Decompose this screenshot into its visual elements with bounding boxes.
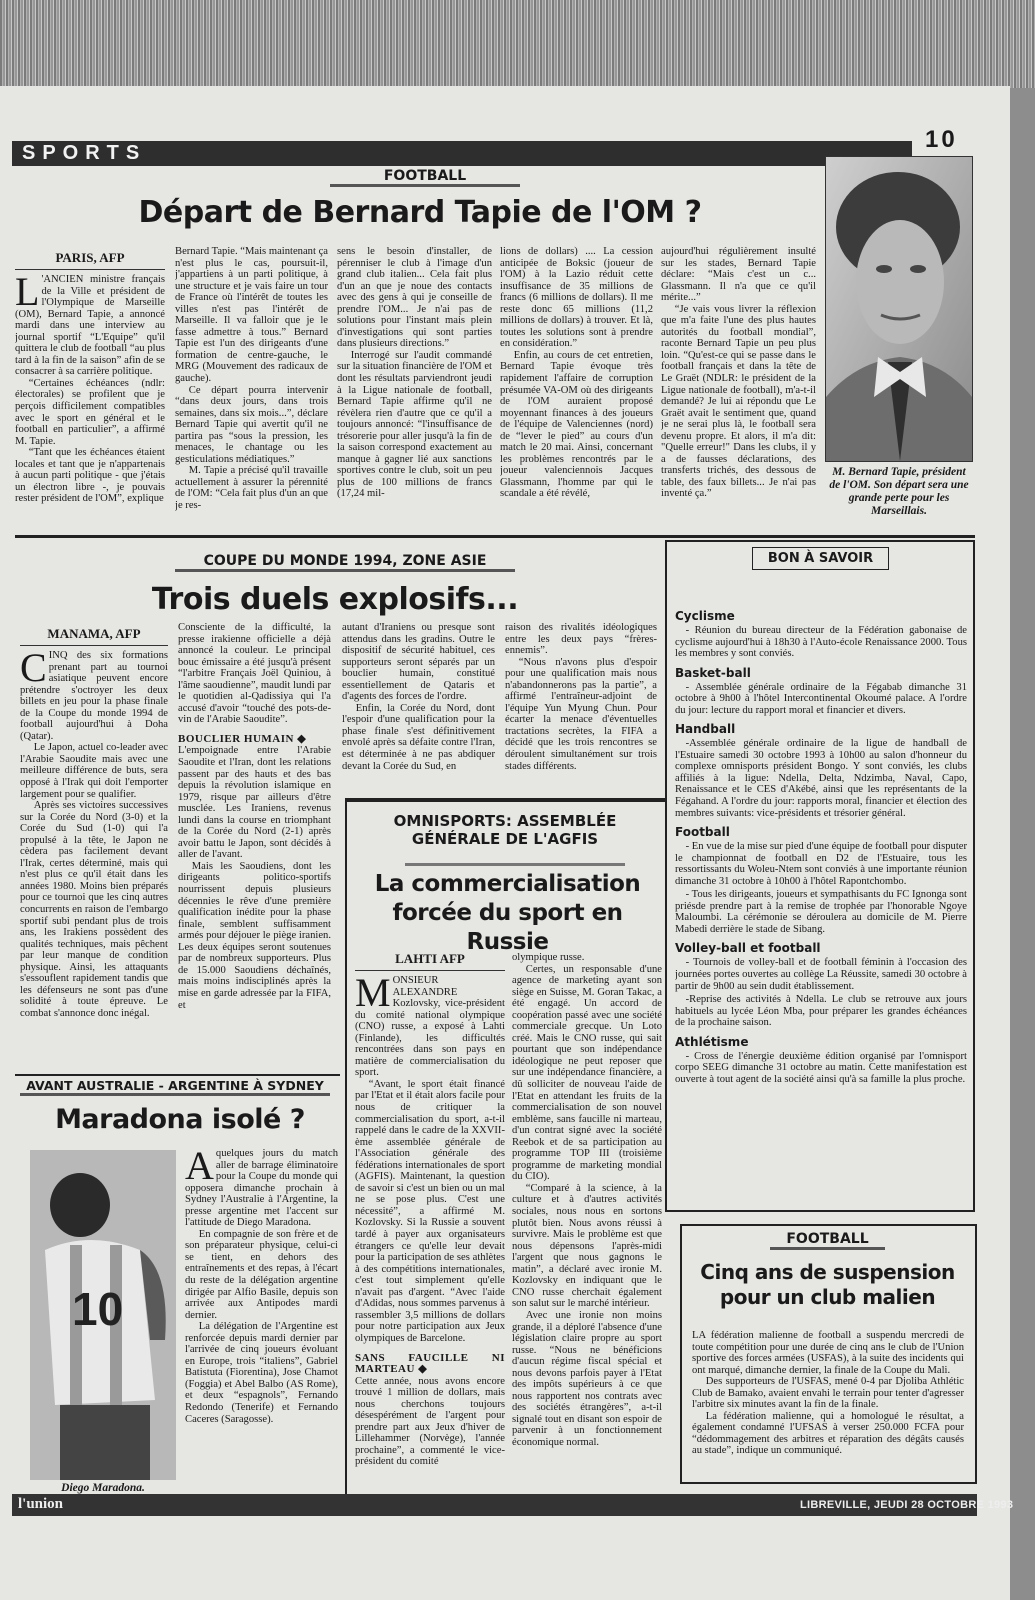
bon-a-savoir-content — [675, 603, 967, 1203]
coupe-headline: Trois duels explosifs... — [151, 582, 519, 617]
notice-heading: Football — [675, 825, 730, 840]
tapie-column-3 — [337, 246, 492, 552]
agfis-kicker-line-2: GÉNÉRALE DE L'AGFIS — [411, 830, 599, 848]
notice-text: - En vue de la mise sur pied d'une équipe de football pour disputer le championnat de football en D2 de l'Estuaire, tous les ressortissants du Woleu-Ntem sont conviés à une importante réunion dimanche 31 octobre à 10h00 à l'hôtel Rapontchombo. — [675, 841, 967, 887]
paragraph: Ce départ pourra intervenir “dans deux jours, dans trois semaines, dans six mois...”, déclare Bernard Tapie qui avertit qu'il ne partira pas “sous la pression, les menaces, le chantage ou les gesticulations médiatiques.” — [175, 384, 328, 465]
paragraph-text: Cette année, nous avons encore trouvé 1 million de dollars, mais nous cherchons toujours désespérément de l'argent pour prendre part aux Jeux d'hiver de Lillehammer (Norvège), l'année prochaine”, a commenté le vice-président du comité — [355, 1375, 505, 1468]
paragraph: Enfin, la Corée du Nord, dont l'espoir d'une qualification pour la phase finale s'est définitivement envolé après sa défaite contre l'Iran, est déterminée à ne pas abdiquer devant la Corée du Sud, en — [342, 702, 495, 772]
notice-text: -Reprise des activités à Ndella. Le club se retrouve aux jours habituels au lycée Léon Mba, pour préparer les grandes échéances de la prochaine saison. — [675, 994, 967, 1029]
drop-cap: M — [355, 975, 391, 1015]
agfis-column-1 — [355, 975, 505, 1493]
paragraph: autant d'Iraniens ou presque sont attendus dans les gradins. Outre le dispositif de sécurité habituel, ces supporteurs seront séparés par un bouclier humain, constitué essentiellement de Qataris et d'agents des forces de l'ordre. — [342, 622, 495, 703]
paragraph: M. Tapie a précisé qu'il travaille actuellement à assurer la pérennité de l'OM: “Cela fait plus d'un an que je res- — [175, 465, 328, 512]
notice-heading: Handball — [675, 722, 736, 737]
coupe-kicker: COUPE DU MONDE 1994, ZONE ASIE — [175, 553, 515, 572]
tapie-column-5 — [661, 246, 816, 552]
agfis-kicker-line-1: OMNISPORTS: ASSEMBLÉE — [393, 812, 617, 830]
drop-cap: L — [15, 274, 40, 314]
scan-background — [0, 0, 1035, 88]
paragraph — [355, 975, 505, 1079]
subheading: SANS FAUCILLE NI MARTEAU ◆ — [355, 1351, 505, 1376]
paragraph: raison des rivalités idéologiques entre les deux pays “frères-ennemis”. — [505, 622, 657, 657]
tapie-kicker: FOOTBALL — [330, 168, 520, 187]
agfis-dateline: LAHTI AFP — [355, 951, 505, 971]
mali-column — [692, 1330, 964, 1475]
tapie-photo — [825, 156, 973, 462]
paragraph: La fédération malienne, qui a homologué le résultat, a également condamné l'UFSAS à verser 250.000 FCFA pour “dédommagement des arbitres et réparation des dégâts causés au stade”, indique un communiqué. — [692, 1410, 964, 1457]
paragraph-text: INQ des six formations prenant part au tournoi asiatique peuvent encore prétendre s'octroyer les deux billets en jeu pour la phase finale de la Coupe du monde 1994 de football aujourd'hui à Doha (Qatar). — [20, 650, 168, 742]
section-bar — [12, 141, 912, 166]
agfis-kicker — [350, 812, 660, 848]
maradona-headline: Maradona isolé ? — [55, 1104, 305, 1135]
agfis-column-2 — [512, 952, 662, 1493]
paragraph: En compagnie de son frère et de son préparateur physique, celui-ci se tient, en dehors des entraînements et des repas, à l'écart du reste de la délégation argentine dirigée par Alfio Basile, depuis son arrivée aux Antipodes mardi dernier. — [185, 1228, 338, 1321]
paragraph: Interrogé sur l'audit commandé sur la situation financière de l'OM et dont les résultats parviendront jeudi à la Ligue nationale de football, Bernard Tapie affirme qu'il ne révèlera rien d'autre que ce qu'il a toujours annoncé: “l'insuffisance de trésorerie pour aller jusqu'à la fin de la saison correspond exactement au manque à gagner lié aux sanctions sportives contre le club, soit un peu plus de 100 millions de francs (17,24 mil- — [337, 349, 492, 500]
paragraph: olympique russe. — [512, 952, 585, 963]
tapie-photo-caption: M. Bernard Tapie, président de l'OM. Son départ sera une grande perte pour les Marseillais. — [829, 466, 969, 517]
paragraph: “Nous n'avons plus d'espoir pour une qualification mais nous n'abandonnerons pas la partie”, a affirmé l'entraîneur-adjoint de l'équipe Yun Myung Chun. Pour écarter la menace d'éventuelles tractations secrètes, la FIFA a décidé que les trois rencontres se déroulent simultanément sur trois stades différents. — [505, 656, 657, 772]
notice-heading: Basket-ball — [675, 665, 751, 680]
notice-text: -Assemblée générale ordinaire de la ligue de handball de l'Estuaire samedi 30 octobre 1993 à 10h00 au salon d'honneur du complexe omnisports président Bongo. Y sont conviés, les clubs affiliés à la ligue: Ndella, Delta, Ndzimba, Naval, Capo, Renaissance et le CES d'Akébé, ainsi que les représentants de la Fégahand. A l'ordre du jour: rapports moral, financier et élection des membres suivants: vice-présidents et trésorier général. — [675, 738, 967, 819]
paragraph: Le Japon, actuel co-leader avec l'Arabie Saoudite mais avec une meilleure différence de buts, sera opposé à l'Irak qui doit l'emporter largement pour se qualifier. — [20, 742, 168, 800]
drop-cap: A — [185, 1148, 214, 1188]
maradona-kicker: AVANT AUSTRALIE - ARGENTINE À SYDNEY — [20, 1078, 330, 1096]
maradona-photo-caption: Diego Maradona. — [61, 1482, 145, 1494]
notice-heading: Volley-ball et football — [675, 941, 821, 956]
section-title: SPORTS — [22, 142, 147, 164]
maradona-photo — [30, 1150, 176, 1480]
paragraph — [20, 650, 168, 742]
paragraph — [15, 274, 165, 378]
coupe-column-1 — [20, 650, 168, 1070]
mali-kicker: FOOTBALL — [770, 1231, 885, 1250]
paragraph: “Avant, le sport était financé par l'Etat et il était alors facile pour nous de critiquer la commercialisation du sport, a-t-il rappelé dans le cadre de la XXVII-ème assemblée générale de l'Association générale des fédérations internationales de sport (AGFIS). Maintenant, la question de savoir si c'est un bien ou un mal ne se pose plus. C'est une nécessité”, a affirmé M. Kozlovsky. Si la Russie a souvent tardé à payer aux organisateurs étrangers ce qu'elle leur devait pour la participation de ses athlètes à des compétitions internationales, c'est tout simplement qu'elle n'avait pas d'argent. “Avec l'aide d'Adidas, nous sommes parvenus à rassembler 3,5 millions de dollars pour notre participation aux Jeux olympiques de Barcelone. — [355, 1078, 505, 1344]
notice-heading: Cyclisme — [675, 609, 735, 623]
paragraph: Bernard Tapie. “Mais maintenant ça n'est plus le cas, poursuit-il, j'appartiens à un parti politique, à une structure et je vais faire un tour de France où l'intérêt de toutes les villes n'est pas l'intérêt de Marseille. Il va falloir que je le fasse admettre à tous.” Bernard Tapie est l'un des dirigeants d'une formation de centre-gauche, le MRG (Mouvement des radicaux de gauche). — [175, 246, 328, 385]
tapie-column-4 — [500, 246, 653, 552]
tapie-column-2 — [175, 246, 328, 552]
paragraph: Avec une ironie non moins grande, il a déploré l'absence d'une législation claire propre au sport russe. “Nous ne bénéficions d'aucun régime fiscal spécial et nous devons parfois payer à l'Etat des impôts supérieurs à ce que nous rapportent nos contrats avec des sociétés étrangères”, a-t-il signalé tout en disant son espoir de parvenir à un fonctionnement économique normal. — [512, 1309, 662, 1448]
coupe-dateline: MANAMA, AFP — [20, 626, 168, 646]
tapie-dateline: PARIS, AFP — [15, 250, 165, 270]
notice-text: - Réunion du bureau directeur de la Fédération gabonaise de cyclisme aujourd'hui à 18h30 à l'Auto-école Renaissance 2000. Tous les membres y sont conviés. — [675, 625, 967, 660]
paragraph: “Certaines échéances (ndlr: électorales) se profilent que je perçois difficilement compatibles avec le sport en général et le football en particulier”, a affirmé M. Tapie. — [15, 377, 165, 447]
paragraph: Certes, un responsable d'une agence de marketing ayant son siège en Suisse, M. Goran Takac, a été engagé. Un accord de coopération passé avec une société commerciale grecque. Un Loto créé. Mais le CNO russe, qui sait pourtant que son indépendance idéologique ne peut reposer que sur une indépendance financière, a dû solliciter de nouveau l'aide de l'Etat en attendant les fruits de la commercialisation de son nouvel emblème, sans faucille ni marteau, d'un contrat signé avec la société Reebok et de sa participation au programme TOP III (troisième programme de marketing mondial du CIO). — [512, 963, 662, 1183]
paragraph: “Tant que les échéances étaient locales et tant que je n'appartenais à aucun parti politique - que j'étais un électron libre -, je pouvais rester président de l'OM”, explique — [15, 447, 165, 505]
paragraph-text: ONSIEUR ALEXANDRE Kozlovsky, vice-président du comité national olympique (CNO) russe, a exposé à Lahti (Finlande), les difficultés rencontrées dans son pays en matière de commercialisation du sport. — [355, 975, 505, 1079]
paragraph — [355, 1353, 505, 1468]
footer-dateline: LIBREVILLE, JEUDI 28 OCTOBRE 1993 — [800, 1499, 1014, 1511]
agfis-kicker-underline — [405, 863, 625, 866]
paragraph: “Je vais vous livrer la réflexion que m'a faite l'une des plus hautes autorités du football mondial”, raconte Bernard Tapie un peu plus loin. “Qu'est-ce qui se passe dans le football français et dans la tête de Le Graët (NDLR: le président de la Ligue nationale de football), m'a-t-il demandé? Je lui ai répondu que Le Graët avait le sentiment que, quand je ne serai plus là, le football sera devenu propre. Et alors, il m'a dit: "Quelle erreur!" Dans les clubs, il y a de fausses déclarations, des transferts trichés, des dessous de table, des faux billets... Je n'ai pas inventé ça.” — [661, 303, 816, 500]
paragraph-text: L'empoignade entre l'Arabie Saoudite et l'Iran, dont les relations passent par des hauts et des bas depuis la révolution islamique en 1979, risque par ailleurs d'être musclée. Les Iraniens, revenus lundi dans la course en triomphant de la Corée du Nord (2-1) après avoir battu le Japon, sont décidés à aller de l'avant. — [178, 745, 331, 861]
mali-headline: Cinq ans de suspension pour un club malien — [700, 1260, 955, 1309]
masthead: l'union — [18, 1496, 64, 1512]
paragraph: Enfin, au cours de cet entretien, Bernard Tapie évoque très rapidement l'affaire de corruption présumée VA-OM où des dirigeants de l'OM auraient proposé moyennant finances à des joueurs de l'équipe de Valenciennes (nord) de “lever le pied” au cours d'un match le 20 mai. Ainsi, concernant les problèmes rencontrés par le joueur valenciennois Jacques Glassmann, l'homme par qui le scandale a été révélé, — [500, 349, 653, 500]
paragraph: Mais les Saoudiens, dont les dirigeants politico-sportifs nourrissent depuis plusieurs décennies le rêve d'une première qualification inédite pour la phase finale, semblent suffisamment armés pour déjouer le piège iranien. Les deux équipes seront soutenues par de nombreux supporteurs. Plus de 15.000 Saoudiens déchaînés, mais moins indisciplinés après la mise en garde adressée par la FIFA, et — [178, 860, 331, 1011]
paragraph: “Comparé à la science, à la culture et à d'autres activités sociales, nous nous en sortons plutôt bien. Nous avons réussi à survivre. Mais le problème est que nous dépensons l'après-midi l'argent que nous gagnons le matin”, a déclaré avec ironie M. Kozlovsky en indiquant que le CNO russe cherchait également son salut sur le marché intérieur. — [512, 1182, 662, 1310]
notice-text: - Tournois de volley-ball et de football féminin à l'occasion des journées portes ouvertes au collège La Réussite, samedi 30 octobre à partir de 9h00 au sein dudit établissement. — [675, 957, 967, 992]
coupe-column-3 — [342, 622, 495, 798]
paragraph: sens le besoin d'installer, de pérenniser le club à l'image d'un grand club italien... Cela fait plus d'un an que je noue des contacts avec des gens à qui je conseille de prendre l'OM... Je n'ai pas de solutions pour l'instant mais plein d'investigations qui sont parties dans plusieurs directions.” — [337, 246, 492, 350]
bon-a-savoir-title: BON À SAVOIR — [752, 547, 889, 570]
paragraph-text: 'ANCIEN ministre français de la Ville et président de l'Olympique de Marseille (OM), Bernard Tapie, a annoncé mardi dans une interview au journal sportif “L'Equipe” qu'il quittera le club de football “au plus tard à la fin de la saison” afin de se consacrer à sa carrière politique. — [15, 274, 165, 378]
paragraph — [178, 734, 331, 861]
paragraph-text: quelques jours du match aller de barrage éliminatoire pour la Coupe du monde qui opposera dimanche prochain à Sydney l'Australie à l'Argentine, la presse argentine met l'accent sur l'attitude de Diego Maradona. — [185, 1148, 338, 1229]
paragraph: Des supporteurs de l'USFAS, mené 0-4 par Djoliba Athlétic Club de Bamako, avaient envahi le terrain pour tenter d'agresser l'arbitre six minutes avant la fin de la finale. — [692, 1376, 964, 1411]
coupe-column-2 — [178, 622, 331, 1070]
jersey-number: 10 — [72, 1283, 124, 1335]
paragraph: La délégation de l'Argentine est renforcée depuis mardi dernier par l'arrivée de cinq joueurs évoluant en Europe, trois “italiens”, Gabriel Batistuta (Fiorentina), Jose Chamot (Foggia) et Abel Balbo (AS Rome), et deux “espagnols”, Fernando Redondo (Tenerife) et Fernando Caceres (Saragosse). — [185, 1321, 338, 1425]
notice-text: - Assemblée générale ordinaire de la Fégabab dimanche 31 octobre à 9h00 à l'hôtel Intercontinental Okoumé palace. A l'ordre du jour: lecture du rapport moral et financier et divers. — [675, 681, 967, 716]
paragraph — [185, 1148, 338, 1229]
drop-cap: C — [20, 650, 47, 690]
paragraph: LA fédération malienne de football a suspendu mercredi de toute compétition pour une durée de cinq ans le club de l'Union sportive des forces armées (USFAS), à la suite des incidents qui ont marqué, dimanche dernier, la finale de la Coupe du Mali. — [692, 1330, 964, 1376]
coupe-column-4 — [505, 622, 657, 798]
agfis-headline: La commercialisation forcée du sport en Russie — [374, 871, 641, 955]
section-divider — [15, 535, 975, 538]
paragraph: aujourd'hui régulièrement insulté sur les stades, Bernard Tapie déclare: “Mais c'est un c... Glassmann. Il n'a que ce qu'il mérite...” — [661, 246, 816, 304]
notice-text: - Cross de l'énergie deuxième édition organisé par l'omnisport corpo SEEG dimanche 31 octobre au matin. Cette manifestation est ouverte à tout agent de la société ainsi qu'à sa famille la plus proche. — [675, 1050, 967, 1085]
paragraph: Après ses victoires successives sur la Corée du Nord (3-0) et la Corée du Sud (1-0) qui l'a propulsé à la tête, le Japon ne cèdera pas facilement devant l'Irak, certes déterminé, mais qui n'est plus ce qu'il était dans les années 1980. Moins bien préparés pour ce tournoi que les cinq autres concurrents en raison de l'embargo sportif subi pendant plus de trois ans, les Irakiens possèdent des qualités techniques, mais pêchent par leur manque de condition physique. Ainsi, les attaquants s'essouflent rapidement tandis que les défenseurs ne sont pas d'une solidité à toute épreuve. Le combat s'annonce donc inégal. — [20, 800, 168, 1019]
agfis-top-rule — [345, 798, 665, 802]
page-number: 10 — [925, 126, 958, 153]
notice-text: - Tous les dirigeants, joueurs et sympathisants du FC Ignonga sont priésde prendre part à la remise de trophée par l'honorable Ngoye Maloumbi. La cérémonie se déroulera au domicile de M. Pierre Mabedi derrière le stade de Sibang. — [675, 889, 967, 935]
paragraph: Consciente de la difficulté, la presse irakienne officielle a déjà annoncé la couleur. Le principal bouc émissaire a été jusqu'à présent “l'arbitre Français Joël Quiniou, à l'âme saoudienne”, maudit lundi par le quotidien al-Qadissiya qui l'a accusé d'avoir “touché des pots-de-vin de l'Arabie Saoudite”. — [178, 622, 331, 726]
maradona-column — [185, 1148, 338, 1493]
paragraph: lions de dollars) .... La cession anticipée de Boksic (joueur de l'OM) à la Lazio réduit cette insuffisance de 35 millions de francs (6 millions de dollars). Il me reste donc 65 millions (11,2 millions de dollars) à trouver. Et là, toutes les solutions sont à prendre en considération.” — [500, 246, 653, 350]
maradona-top-rule — [15, 1074, 340, 1076]
notice-heading: Athlétisme — [675, 1034, 749, 1049]
subheading: BOUCLIER HUMAIN ◆ — [178, 732, 307, 745]
tapie-column-1 — [15, 274, 165, 552]
tapie-headline: Départ de Bernard Tapie de l'OM ? — [138, 195, 702, 230]
